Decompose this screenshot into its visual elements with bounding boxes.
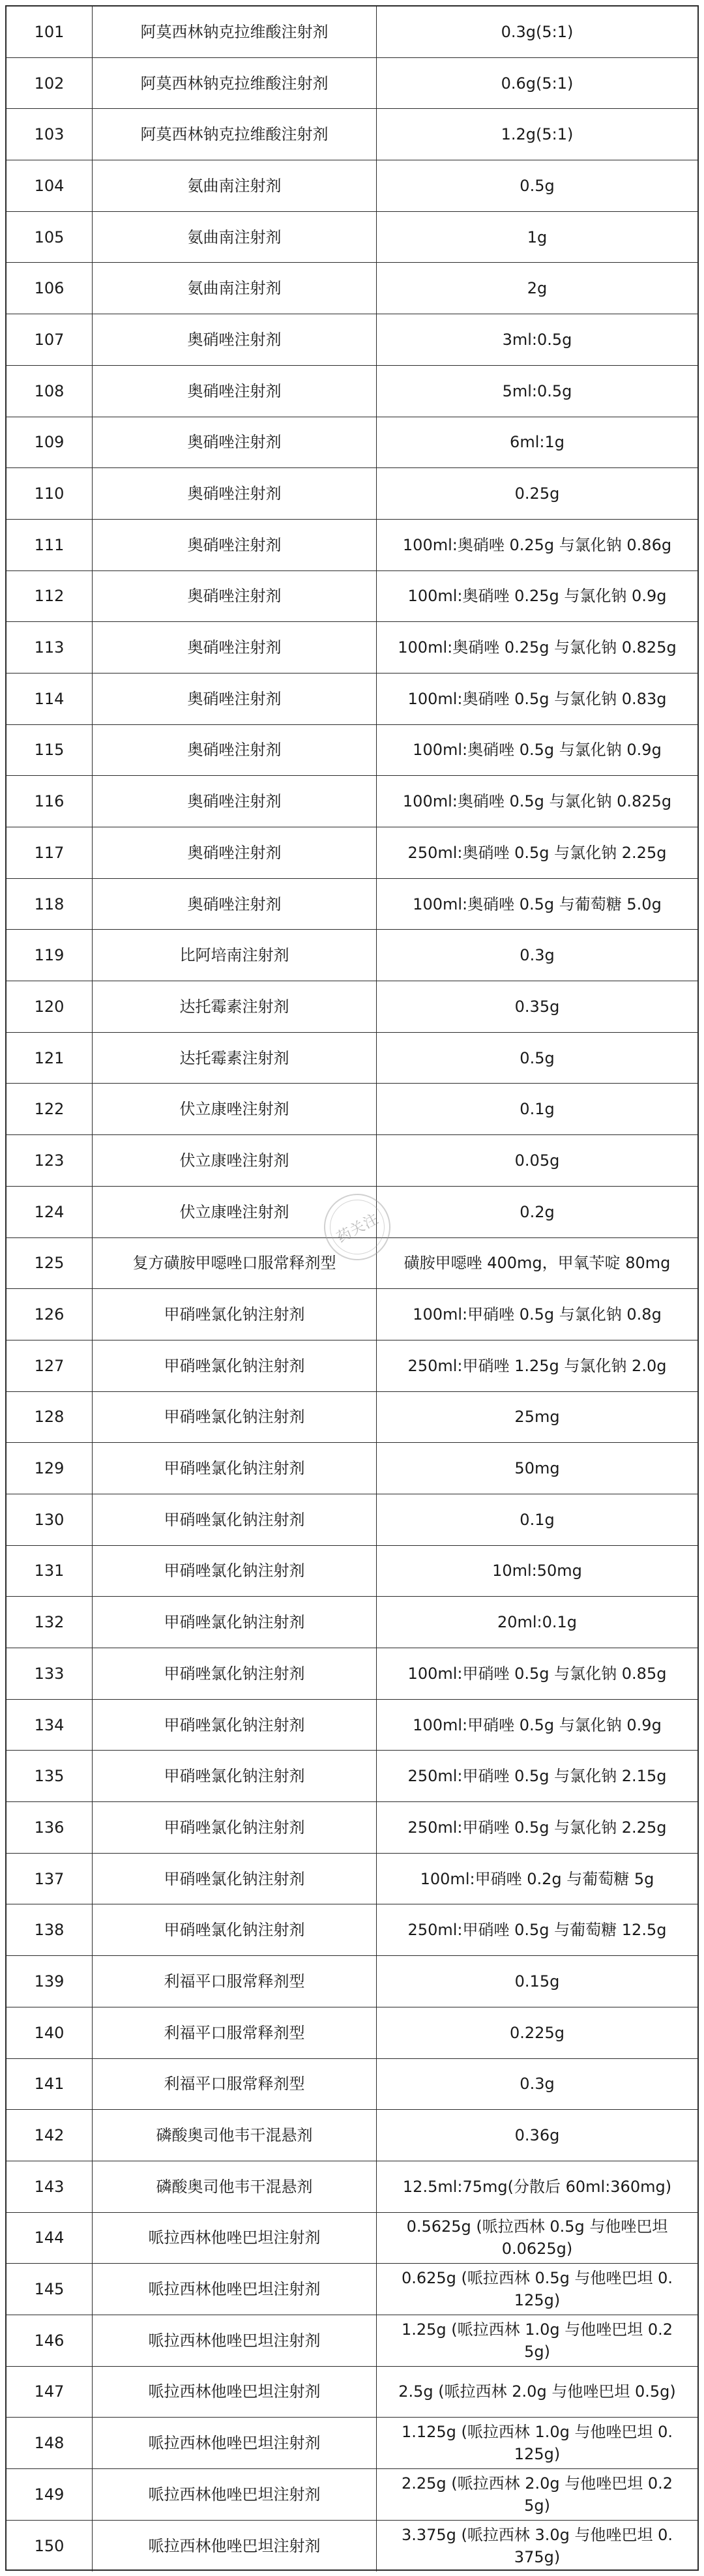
table-row	[7, 930, 697, 981]
row-number: 131	[7, 1546, 93, 1597]
table-row	[7, 109, 697, 160]
drug-spec: 0.3g(5:1)	[501, 22, 574, 41]
drug-spec: 0.05g	[514, 1151, 560, 1170]
drug-name: 奥硝唑注射剂	[93, 417, 377, 468]
drug-spec: 250ml:甲硝唑 0.5g 与葡萄糖 12.5g	[407, 1921, 667, 1940]
table-row	[7, 314, 697, 366]
drug-spec: 10ml:50mg	[492, 1562, 582, 1580]
row-number: 116	[7, 776, 93, 827]
row-number: 136	[7, 1802, 93, 1853]
row-number: 145	[7, 2264, 93, 2315]
table-row	[7, 2367, 697, 2418]
row-number: 104	[7, 160, 93, 211]
drug-spec-cell	[377, 571, 697, 622]
row-number: 124	[7, 1187, 93, 1237]
table-row	[7, 1648, 697, 1700]
drug-spec: 250ml:甲硝唑 0.5g 与氯化钠 2.25g	[407, 1818, 667, 1837]
drug-spec: 100ml:奥硝唑 0.5g 与氯化钠 0.9g	[413, 741, 662, 760]
row-number: 110	[7, 468, 93, 519]
drug-name: 甲硝唑氯化钠注射剂	[93, 1392, 377, 1443]
table-row	[7, 776, 697, 827]
table-row	[7, 1392, 697, 1443]
row-number: 120	[7, 981, 93, 1032]
drug-spec: 3.375g (哌拉西林 3.0g 与他唑巴坦 0.375g)	[401, 2526, 673, 2567]
drug-name: 奥硝唑注射剂	[93, 827, 377, 878]
drug-name: 甲硝唑氯化钠注射剂	[93, 1443, 377, 1494]
table-row	[7, 1033, 697, 1084]
row-number: 146	[7, 2315, 93, 2366]
drug-spec: 100ml:奥硝唑 0.25g 与氯化钠 0.86g	[402, 535, 672, 554]
drug-spec: 1.125g (哌拉西林 1.0g 与他唑巴坦 0.125g)	[401, 2423, 673, 2464]
drug-name: 哌拉西林他唑巴坦注射剂	[93, 2213, 377, 2264]
drug-name: 哌拉西林他唑巴坦注射剂	[93, 2521, 377, 2572]
table-row	[7, 366, 697, 417]
drug-spec: 0.5g	[520, 1048, 555, 1067]
drug-name: 甲硝唑氯化钠注射剂	[93, 1904, 377, 1955]
drug-spec: 1g	[527, 228, 548, 246]
drug-spec-cell	[377, 109, 697, 160]
row-number: 121	[7, 1033, 93, 1084]
table-row	[7, 571, 697, 623]
row-number: 113	[7, 622, 93, 673]
table-row	[7, 1854, 697, 1905]
drug-spec: 2g	[527, 279, 548, 298]
row-number: 112	[7, 571, 93, 622]
drug-spec: 磺胺甲噁唑 400mg，甲氧苄啶 80mg	[403, 1254, 671, 1273]
drug-spec-cell	[377, 2521, 697, 2572]
table-row	[7, 981, 697, 1033]
row-number: 127	[7, 1340, 93, 1391]
drug-name: 奥硝唑注射剂	[93, 674, 377, 724]
drug-spec-cell	[377, 1854, 697, 1904]
table-row	[7, 1289, 697, 1340]
table-row	[7, 2007, 697, 2059]
drug-name: 甲硝唑氯化钠注射剂	[93, 1648, 377, 1699]
drug-spec-cell	[377, 2161, 697, 2212]
drug-spec-cell	[377, 160, 697, 211]
drug-spec: 0.35g	[514, 997, 560, 1016]
drug-spec: 20ml:0.1g	[497, 1613, 578, 1632]
table-row	[7, 58, 697, 110]
drug-name: 甲硝唑氯化钠注射剂	[93, 1802, 377, 1853]
drug-spec-cell	[377, 1597, 697, 1648]
table-row	[7, 520, 697, 571]
drug-spec: 250ml:奥硝唑 0.5g 与氯化钠 2.25g	[407, 843, 667, 862]
table-row	[7, 1700, 697, 1751]
drug-spec-cell	[377, 2007, 697, 2058]
drug-spec-table	[5, 5, 699, 2571]
table-row	[7, 1494, 697, 1546]
table-row	[7, 160, 697, 212]
row-number: 114	[7, 674, 93, 724]
drug-name: 哌拉西林他唑巴坦注射剂	[93, 2418, 377, 2468]
drug-spec: 12.5ml:75mg(分散后 60ml:360mg)	[402, 2177, 672, 2196]
drug-spec-cell	[377, 7, 697, 57]
drug-name: 奥硝唑注射剂	[93, 314, 377, 365]
table-row	[7, 2315, 697, 2367]
row-number: 111	[7, 520, 93, 570]
drug-spec-cell	[377, 2315, 697, 2366]
drug-name: 奥硝唑注射剂	[93, 776, 377, 827]
table-row	[7, 1443, 697, 1494]
drug-name: 甲硝唑氯化钠注射剂	[93, 1700, 377, 1751]
table-row	[7, 1597, 697, 1648]
drug-name: 甲硝唑氯化钠注射剂	[93, 1289, 377, 1340]
table-row	[7, 1340, 697, 1392]
table-row	[7, 2161, 697, 2213]
drug-name: 奥硝唑注射剂	[93, 725, 377, 776]
drug-name: 哌拉西林他唑巴坦注射剂	[93, 2315, 377, 2366]
drug-spec-cell	[377, 827, 697, 878]
table-row	[7, 263, 697, 314]
table-row	[7, 879, 697, 930]
table-row	[7, 1238, 697, 1290]
drug-name: 奥硝唑注射剂	[93, 468, 377, 519]
drug-spec-cell	[377, 58, 697, 109]
drug-spec-cell	[377, 981, 697, 1032]
drug-name: 利福平口服常释剂型	[93, 1956, 377, 2007]
row-number: 106	[7, 263, 93, 314]
row-number: 135	[7, 1751, 93, 1801]
drug-name: 哌拉西林他唑巴坦注射剂	[93, 2469, 377, 2520]
drug-name: 复方磺胺甲噁唑口服常释剂型	[93, 1238, 377, 1289]
drug-spec-cell	[377, 520, 697, 570]
drug-name: 甲硝唑氯化钠注射剂	[93, 1751, 377, 1801]
drug-name: 磷酸奥司他韦干混悬剂	[93, 2110, 377, 2161]
drug-spec-cell	[377, 879, 697, 930]
row-number: 134	[7, 1700, 93, 1751]
drug-spec-cell	[377, 1546, 697, 1597]
drug-name: 氨曲南注射剂	[93, 160, 377, 211]
drug-spec: 0.6g(5:1)	[501, 74, 574, 93]
table-row	[7, 2213, 697, 2264]
drug-name: 甲硝唑氯化钠注射剂	[93, 1494, 377, 1545]
row-number: 107	[7, 314, 93, 365]
drug-spec-cell	[377, 1904, 697, 1955]
drug-name: 奥硝唑注射剂	[93, 520, 377, 570]
row-number: 141	[7, 2059, 93, 2110]
drug-spec: 0.15g	[514, 1972, 560, 1991]
table-row	[7, 1187, 697, 1238]
table-row	[7, 2110, 697, 2161]
drug-name: 伏立康唑注射剂	[93, 1084, 377, 1134]
drug-spec: 50mg	[514, 1459, 560, 1478]
row-number: 129	[7, 1443, 93, 1494]
drug-spec: 3ml:0.5g	[502, 330, 572, 349]
table-row	[7, 827, 697, 879]
drug-spec-cell	[377, 366, 697, 417]
drug-spec-cell	[377, 1443, 697, 1494]
drug-spec-cell	[377, 1340, 697, 1391]
row-number: 130	[7, 1494, 93, 1545]
row-number: 125	[7, 1238, 93, 1289]
row-number: 126	[7, 1289, 93, 1340]
table-row	[7, 1751, 697, 1802]
drug-spec-cell	[377, 2367, 697, 2418]
drug-spec: 100ml:甲硝唑 0.5g 与氯化钠 0.9g	[413, 1715, 662, 1734]
table-row	[7, 1084, 697, 1135]
table-row	[7, 417, 697, 469]
drug-spec: 100ml:奥硝唑 0.25g 与氯化钠 0.9g	[407, 587, 667, 606]
drug-spec: 0.225g	[510, 2023, 565, 2042]
drug-name: 比阿培南注射剂	[93, 930, 377, 981]
drug-spec: 5ml:0.5g	[502, 381, 572, 400]
drug-spec: 25mg	[514, 1408, 560, 1427]
drug-name: 甲硝唑氯化钠注射剂	[93, 1597, 377, 1648]
row-number: 137	[7, 1854, 93, 1904]
drug-name: 奥硝唑注射剂	[93, 571, 377, 622]
drug-spec-cell	[377, 1494, 697, 1545]
table-row	[7, 2469, 697, 2521]
row-number: 150	[7, 2521, 93, 2572]
drug-spec-cell	[377, 1289, 697, 1340]
drug-name: 达托霉素注射剂	[93, 981, 377, 1032]
drug-name: 利福平口服常释剂型	[93, 2059, 377, 2110]
table-row	[7, 2059, 697, 2110]
drug-spec-cell	[377, 1648, 697, 1699]
table-row	[7, 1904, 697, 1956]
drug-spec: 0.3g	[520, 946, 555, 965]
drug-spec-cell	[377, 1956, 697, 2007]
table-row	[7, 725, 697, 777]
row-number: 132	[7, 1597, 93, 1648]
drug-spec: 0.3g	[520, 2075, 555, 2094]
drug-spec: 2.25g (哌拉西林 2.0g 与他唑巴坦 0.25g)	[401, 2474, 673, 2515]
row-number: 147	[7, 2367, 93, 2418]
drug-spec: 0.2g	[520, 1202, 555, 1221]
drug-name: 氨曲南注射剂	[93, 212, 377, 263]
watermark-text: 药关注	[320, 1190, 394, 1264]
row-number: 118	[7, 879, 93, 930]
drug-spec: 100ml:甲硝唑 0.5g 与氯化钠 0.85g	[407, 1664, 667, 1683]
row-number: 108	[7, 366, 93, 417]
drug-spec: 1.25g (哌拉西林 1.0g 与他唑巴坦 0.25g)	[401, 2320, 673, 2361]
drug-spec-cell	[377, 1084, 697, 1134]
drug-spec-cell	[377, 417, 697, 468]
row-number: 128	[7, 1392, 93, 1443]
drug-spec: 100ml:奥硝唑 0.5g 与葡萄糖 5.0g	[413, 895, 662, 913]
drug-spec: 100ml:奥硝唑 0.25g 与氯化钠 0.825g	[398, 638, 677, 657]
drug-spec-cell	[377, 1238, 697, 1289]
drug-spec: 100ml:甲硝唑 0.2g 与葡萄糖 5g	[420, 1869, 654, 1888]
row-number: 123	[7, 1135, 93, 1186]
drug-spec: 100ml:奥硝唑 0.5g 与氯化钠 0.83g	[407, 689, 667, 708]
drug-spec: 0.1g	[520, 1100, 555, 1119]
drug-name: 阿莫西林钠克拉维酸注射剂	[93, 7, 377, 57]
drug-name: 阿莫西林钠克拉维酸注射剂	[93, 109, 377, 160]
drug-spec-cell	[377, 2213, 697, 2264]
drug-spec-cell	[377, 674, 697, 724]
table-row	[7, 622, 697, 674]
drug-name: 阿莫西林钠克拉维酸注射剂	[93, 58, 377, 109]
row-number: 133	[7, 1648, 93, 1699]
drug-spec-cell	[377, 1033, 697, 1084]
drug-spec-cell	[377, 468, 697, 519]
table-row	[7, 212, 697, 263]
row-number: 144	[7, 2213, 93, 2264]
row-number: 142	[7, 2110, 93, 2161]
drug-spec-cell	[377, 2418, 697, 2468]
drug-spec-cell	[377, 212, 697, 263]
row-number: 140	[7, 2007, 93, 2058]
drug-name: 利福平口服常释剂型	[93, 2007, 377, 2058]
drug-spec: 100ml:甲硝唑 0.5g 与氯化钠 0.8g	[413, 1305, 662, 1324]
row-number: 105	[7, 212, 93, 263]
drug-spec: 6ml:1g	[510, 433, 565, 452]
drug-spec-cell	[377, 1392, 697, 1443]
table-row	[7, 7, 697, 58]
table-row	[7, 1802, 697, 1854]
table-row	[7, 674, 697, 725]
drug-spec-cell	[377, 314, 697, 365]
drug-spec: 2.5g (哌拉西林 2.0g 与他唑巴坦 0.5g)	[398, 2382, 676, 2401]
row-number: 103	[7, 109, 93, 160]
drug-name: 达托霉素注射剂	[93, 1033, 377, 1084]
drug-name: 甲硝唑氯化钠注射剂	[93, 1340, 377, 1391]
drug-spec: 250ml:甲硝唑 1.25g 与氯化钠 2.0g	[407, 1356, 667, 1375]
table-row	[7, 468, 697, 520]
drug-name: 氨曲南注射剂	[93, 263, 377, 314]
table-row	[7, 1135, 697, 1187]
drug-name: 甲硝唑氯化钠注射剂	[93, 1546, 377, 1597]
drug-spec-cell	[377, 2469, 697, 2520]
row-number: 117	[7, 827, 93, 878]
drug-spec-cell	[377, 2059, 697, 2110]
row-number: 138	[7, 1904, 93, 1955]
row-number: 139	[7, 1956, 93, 2007]
drug-spec-cell	[377, 725, 697, 776]
drug-spec-cell	[377, 2110, 697, 2161]
table-row	[7, 1956, 697, 2007]
row-number: 102	[7, 58, 93, 109]
table-row	[7, 2521, 697, 2572]
drug-spec-cell	[377, 1751, 697, 1801]
row-number: 149	[7, 2469, 93, 2520]
row-number: 143	[7, 2161, 93, 2212]
drug-spec-cell	[377, 1135, 697, 1186]
drug-spec-cell	[377, 1802, 697, 1853]
drug-spec: 100ml:奥硝唑 0.5g 与氯化钠 0.825g	[402, 792, 672, 811]
drug-spec-cell	[377, 622, 697, 673]
drug-spec-cell	[377, 1187, 697, 1237]
drug-name: 哌拉西林他唑巴坦注射剂	[93, 2367, 377, 2418]
table-row	[7, 1546, 697, 1597]
drug-spec: 0.1g	[520, 1510, 555, 1529]
drug-spec: 250ml:甲硝唑 0.5g 与氯化钠 2.15g	[407, 1767, 667, 1786]
drug-spec: 0.5g	[520, 176, 555, 195]
row-number: 109	[7, 417, 93, 468]
drug-spec: 0.36g	[514, 2126, 560, 2145]
drug-name: 磷酸奥司他韦干混悬剂	[93, 2161, 377, 2212]
drug-name: 奥硝唑注射剂	[93, 879, 377, 930]
drug-spec: 0.25g	[514, 484, 560, 503]
drug-spec-cell	[377, 930, 697, 981]
row-number: 148	[7, 2418, 93, 2468]
row-number: 119	[7, 930, 93, 981]
drug-name: 伏立康唑注射剂	[93, 1187, 377, 1237]
drug-spec-cell	[377, 2264, 697, 2315]
table-row	[7, 2418, 697, 2469]
row-number: 101	[7, 7, 93, 57]
drug-spec-cell	[377, 263, 697, 314]
drug-spec: 0.625g (哌拉西林 0.5g 与他唑巴坦 0.125g)	[401, 2269, 673, 2310]
drug-spec: 0.5625g (哌拉西林 0.5g 与他唑巴坦 0.0625g)	[406, 2217, 668, 2258]
table-row	[7, 2264, 697, 2315]
drug-name: 奥硝唑注射剂	[93, 366, 377, 417]
drug-spec-cell	[377, 1700, 697, 1751]
drug-name: 哌拉西林他唑巴坦注射剂	[93, 2264, 377, 2315]
drug-spec-cell	[377, 776, 697, 827]
drug-name: 伏立康唑注射剂	[93, 1135, 377, 1186]
drug-name: 奥硝唑注射剂	[93, 622, 377, 673]
row-number: 122	[7, 1084, 93, 1134]
drug-spec: 1.2g(5:1)	[501, 125, 574, 144]
row-number: 115	[7, 725, 93, 776]
drug-name: 甲硝唑氯化钠注射剂	[93, 1854, 377, 1904]
